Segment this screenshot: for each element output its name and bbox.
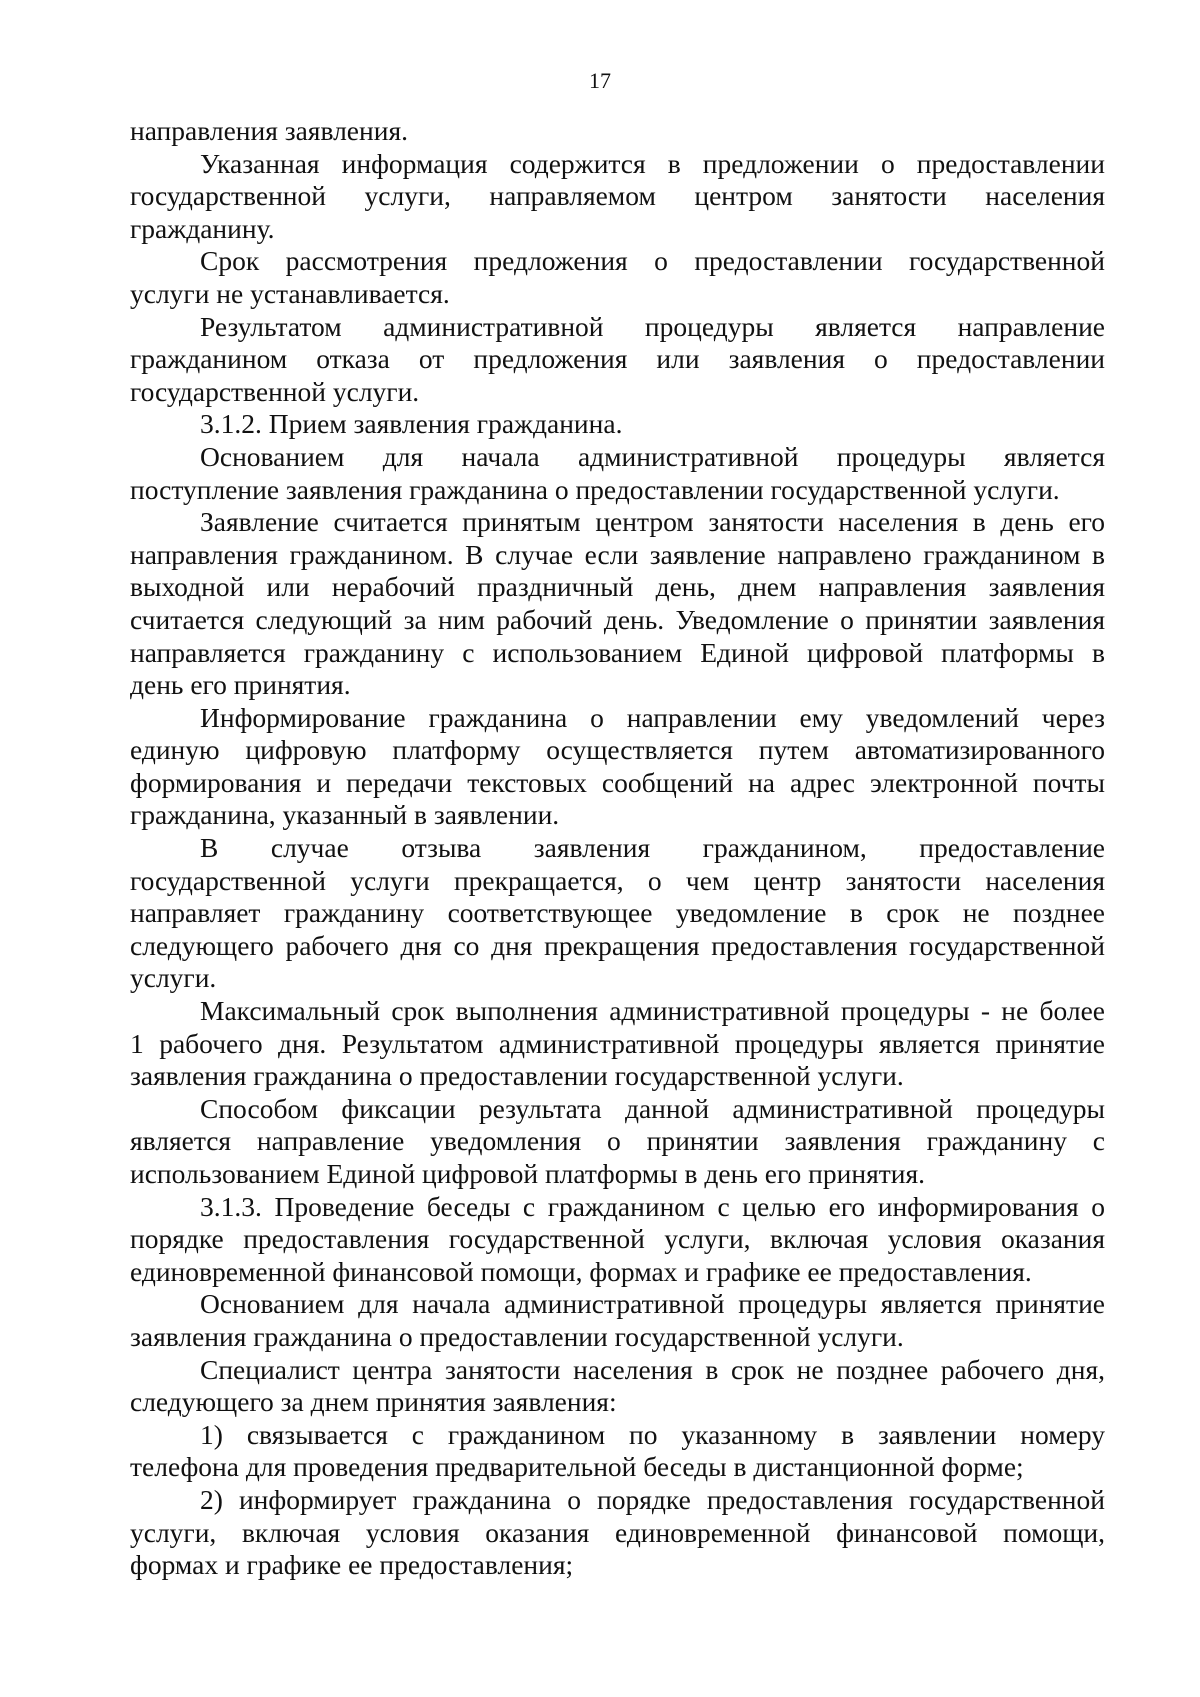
- text-line: Срок рассмотрения предложения о предоставлении государственной: [200, 245, 1105, 277]
- text-line: поступление заявления гражданина о предоставлении государственной услуги.: [130, 473, 1060, 505]
- text-line: Результатом административной процедуры является направление: [200, 310, 1105, 342]
- text-line: направляется гражданину с использованием Единой цифровой платформы в: [130, 636, 1105, 668]
- text-line: Основанием для начала административной процедуры является: [200, 440, 1105, 472]
- text-line: следующего за днем принятия заявления:: [130, 1386, 617, 1418]
- page-number: 17: [589, 68, 611, 93]
- text-line: 1) связывается с гражданином по указанному в заявлении номеру: [200, 1418, 1105, 1450]
- text-line: Основанием для начала административной процедуры является принятие: [200, 1288, 1105, 1320]
- text-line: формирования и передачи текстовых сообщений на адрес электронной почты: [130, 766, 1105, 798]
- text-line: телефона для проведения предварительной беседы в дистанционной форме;: [130, 1451, 1024, 1483]
- text-line: услуги, включая условия оказания единовременной финансовой помощи,: [130, 1516, 1105, 1548]
- text-line: направления заявления.: [130, 115, 408, 146]
- text-line: гражданином отказа от предложения или заявления о предоставлении: [130, 343, 1105, 375]
- text-line: направляет гражданину соответствующее уведомление в срок не позднее: [130, 897, 1105, 929]
- text-line: гражданину.: [130, 212, 275, 244]
- text-line: считается следующий за ним рабочий день. Уведомление о принятии заявления: [130, 603, 1105, 635]
- text-line: единовременной финансовой помощи, формах и графике ее предоставления.: [130, 1255, 1032, 1287]
- text-line: Заявление считается принятым центром занятости населения в день его: [200, 506, 1105, 538]
- text-line: государственной услуги, направляемом центром занятости населения: [130, 180, 1105, 212]
- text-line: В случае отзыва заявления гражданином, предоставление: [200, 832, 1105, 864]
- text-line: государственной услуги.: [130, 375, 420, 407]
- text-line: единую цифровую платформу осуществляется путем автоматизированного: [130, 734, 1105, 766]
- body-text: [130, 115, 1105, 1582]
- text-line: Указанная информация содержится в предложении о предоставлении: [200, 147, 1105, 179]
- text-line: услуги не устанавливается.: [130, 277, 450, 309]
- text-line: порядке предоставления государственной услуги, включая условия оказания: [130, 1223, 1105, 1255]
- text-line: 2) информирует гражданина о порядке предоставления государственной: [200, 1483, 1105, 1515]
- text-line: государственной услуги прекращается, о чем центр занятости населения: [130, 864, 1105, 896]
- text-line: услуги.: [130, 962, 217, 994]
- text-line: направления гражданином. В случае если заявление направлено гражданином в: [130, 538, 1105, 570]
- text-line: заявления гражданина о предоставлении государственной услуги.: [130, 1320, 904, 1352]
- text-line: формах и графике ее предоставления;: [130, 1549, 574, 1581]
- text-line: заявления гражданина о предоставлении государственной услуги.: [130, 1060, 904, 1092]
- text-line: использованием Единой цифровой платформы в день его принятия.: [130, 1158, 925, 1189]
- text-line: следующего рабочего дня со дня прекращения предоставления государственной: [130, 929, 1105, 961]
- text-line: Информирование гражданина о направлении ему уведомлений через: [200, 701, 1105, 733]
- text-line: является направление уведомления о принятии заявления гражданину с: [130, 1125, 1105, 1157]
- text-line: гражданина, указанный в заявлении.: [130, 799, 560, 831]
- text-line: выходной или нерабочий праздничный день, днем направления заявления: [130, 571, 1105, 603]
- text-line: Максимальный срок выполнения административной процедуры - не более: [200, 995, 1105, 1027]
- text-line: 3.1.3. Проведение беседы с гражданином с целью его информирования о: [200, 1190, 1105, 1222]
- text-line: день его принятия.: [130, 669, 351, 701]
- text-line: 3.1.2. Прием заявления гражданина.: [200, 408, 623, 440]
- text-line: Способом фиксации результата данной административной процедуры: [200, 1092, 1105, 1124]
- text-line: 1 рабочего дня. Результатом административной процедуры является принятие: [130, 1027, 1105, 1059]
- text-line: Специалист центра занятости населения в срок не позднее рабочего дня,: [200, 1353, 1105, 1385]
